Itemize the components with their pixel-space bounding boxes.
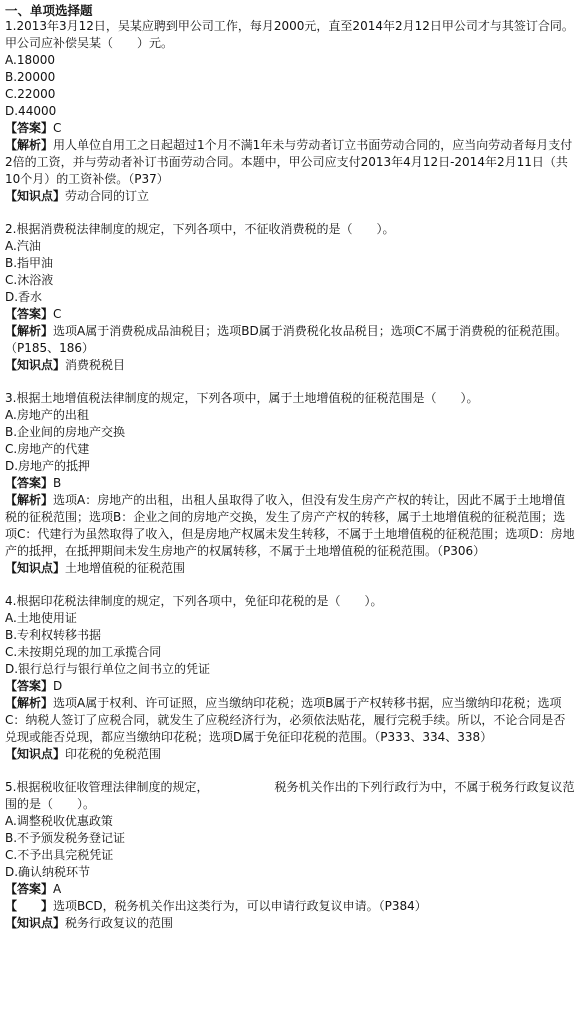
question-block: [5, 18, 575, 205]
explanation-text: 选项A：房地产的出租，出租人虽取得了收入，但没有发生房产产权的转让，因此不属于土地增值税的征税范围；选项B：企业之间的房地产交换，发生了房产产权的转移，属于土地增值税的征税范围；选项C：代建行为虽然取得了收入，但是房地产权属未发生转移，不属于土地增值税的征税范围；选项D：房地产的抵押，在抵押期间未发生房地产的权属转移，不属于土地增值税的征税范围。（P306）: [5, 493, 575, 558]
answer-label: 【答案】: [5, 882, 54, 896]
answer-option: B.不予颁发税务登记证: [5, 831, 126, 845]
explanation-text: 选项A属于权利、许可证照，应当缴纳印花税；选项B属于产权转移书据，应当缴纳印花税；选项C：纳税人签订了应税合同，就发生了应税经济行为，必须依法贴花，履行完税手续。所以，不论合同是否兑现或能否兑现，都应当缴纳印花税；选项D属于免征印花税的范围。（P333、334、338）: [5, 696, 566, 744]
knowledge-point-label: 【知识点】: [5, 189, 66, 203]
answer-line: [5, 678, 575, 695]
answer-line: [5, 120, 575, 137]
answer-label: 【答案】: [5, 121, 54, 135]
answer-option: A.房地产的出租: [5, 408, 89, 422]
answer-option: A.土地使用证: [5, 611, 77, 625]
explanation: [5, 898, 575, 915]
explanation-text: 用人单位自用工之日起超过1个月不满1年未与劳动者订立书面劳动合同的，应当向劳动者每月支付2倍的工资，并与劳动者补订书面劳动合同。本题中，甲公司应支付2013年4月12日-2014年2月11日（共10个月）的工资补偿。（P37）: [5, 138, 573, 186]
explanation-text: 选项BCD，税务机关作出这类行为，可以申请行政复议申请。（P384）: [53, 899, 427, 913]
explanation: [5, 137, 575, 188]
answer-line: [5, 475, 575, 492]
question-stem: 5.根据税收征收管理法律制度的规定， 税务机关作出的下列行政行为中，不属于税务行政复议范围的是（ ）。: [5, 780, 575, 811]
explanation-label: 【解析】: [5, 696, 54, 710]
answer-value: A: [53, 882, 62, 896]
question-block: [5, 221, 575, 374]
answer-label: 【答案】: [5, 476, 54, 490]
question-stem: 2.根据消费税法律制度的规定，下列各项中，不征收消费税的是（ ）。: [5, 222, 395, 236]
knowledge-point: [5, 560, 575, 577]
question-block: [5, 779, 575, 932]
explanation-label: 【解析】: [5, 324, 54, 338]
explanation-text: 选项A属于消费税成品油税目；选项BD属于消费税化妆品税目；选项C不属于消费税的征税范围。（P185、186）: [5, 324, 568, 355]
explanation-label: 【 】: [5, 899, 54, 913]
knowledge-point-label: 【知识点】: [5, 358, 66, 372]
answer-option: D.确认纳税环节: [5, 865, 91, 879]
answer-option: B.专利权转移书据: [5, 628, 102, 642]
explanation-label: 【解析】: [5, 138, 54, 152]
explanation-label: 【解析】: [5, 493, 54, 507]
knowledge-point-text: 税务行政复议的范围: [65, 916, 174, 930]
question-block: [5, 390, 575, 577]
answer-option: A.调整税收优惠政策: [5, 814, 113, 828]
question-block: [5, 593, 575, 763]
knowledge-point: [5, 746, 575, 763]
knowledge-point-label: 【知识点】: [5, 916, 66, 930]
answer-option: D.香水: [5, 290, 43, 304]
knowledge-point-text: 消费税税目: [65, 358, 126, 372]
question-stem: 3.根据土地增值税法律制度的规定，下列各项中，属于土地增值税的征税范围是（ ）。: [5, 391, 479, 405]
answer-value: B: [53, 476, 62, 490]
answer-option: C.22000: [5, 87, 56, 101]
answer-label: 【答案】: [5, 307, 54, 321]
answer-label: 【答案】: [5, 679, 54, 693]
knowledge-point-label: 【知识点】: [5, 561, 66, 575]
answer-value: C: [53, 121, 62, 135]
knowledge-point: [5, 357, 575, 374]
answer-option: D.44000: [5, 104, 57, 118]
knowledge-point: [5, 188, 575, 205]
question-list: [5, 18, 575, 932]
answer-value: C: [53, 307, 62, 321]
answer-option: C.房地产的代建: [5, 442, 90, 456]
answer-option: C.不予出具完税凭证: [5, 848, 114, 862]
question-stem: 4.根据印花税法律制度的规定，下列各项中，免征印花税的是（ ）。: [5, 594, 383, 608]
question-stem: 1.2013年3月12日，吴某应聘到甲公司工作，每月2000元，直至2014年2月12日甲公司才与其签订合同。甲公司应补偿吴某（ ）元。: [5, 19, 574, 50]
section-title: 一、单项选择题: [5, 3, 93, 18]
answer-option: B.企业间的房地产交换: [5, 425, 126, 439]
explanation: [5, 323, 575, 357]
answer-option: A.18000: [5, 53, 55, 67]
answer-option: B.指甲油: [5, 256, 54, 270]
answer-option: C.未按期兑现的加工承揽合同: [5, 645, 162, 659]
answer-line: [5, 306, 575, 323]
answer-line: [5, 881, 575, 898]
knowledge-point: [5, 915, 575, 932]
knowledge-point-label: 【知识点】: [5, 747, 66, 761]
explanation: [5, 492, 575, 560]
answer-option: D.银行总行与银行单位之间书立的凭证: [5, 662, 211, 676]
explanation: [5, 695, 575, 746]
answer-option: D.房地产的抵押: [5, 459, 91, 473]
answer-option: C.沐浴液: [5, 273, 54, 287]
knowledge-point-text: 印花税的免税范围: [65, 747, 162, 761]
answer-value: D: [53, 679, 63, 693]
knowledge-point-text: 土地增值税的征税范围: [65, 561, 186, 575]
knowledge-point-text: 劳动合同的订立: [65, 189, 150, 203]
answer-option: A.汽油: [5, 239, 41, 253]
answer-option: B.20000: [5, 70, 56, 84]
